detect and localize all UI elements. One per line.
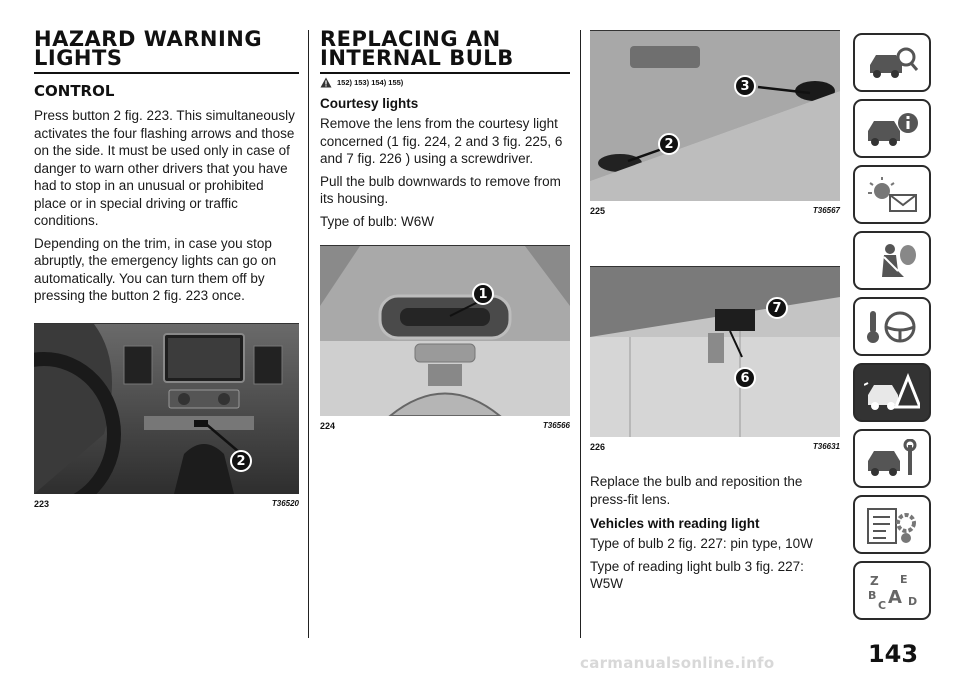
warning-triangle-icon: [320, 77, 332, 88]
key-steering-wheel-icon: [864, 307, 920, 347]
paragraph: Type of bulb 2 fig. 227: pin type, 10W: [590, 536, 813, 551]
column-divider: [580, 30, 581, 638]
rear-ceiling-photo: [590, 31, 840, 201]
column-internal-bulb: [320, 27, 570, 431]
tab-in-an-emergency[interactable]: [853, 363, 931, 422]
callout-1: 1: [472, 283, 494, 305]
reference-numbers: 152) 153) 154) 155): [337, 78, 404, 87]
tab-safety[interactable]: [853, 231, 931, 290]
svg-text:E: E: [900, 572, 908, 586]
page-number: 143: [867, 640, 919, 668]
watermark: carmanualsonline.info: [580, 654, 775, 672]
callout-3: 3: [734, 75, 756, 97]
cargo-light-photo: [590, 267, 840, 437]
subsection-title: CONTROL: [34, 82, 115, 100]
specs-gear-icon: [864, 505, 920, 545]
svg-text:D: D: [908, 594, 918, 608]
figure-code: T36567: [812, 206, 840, 215]
figure-225: [590, 30, 840, 216]
column-divider: [308, 30, 309, 638]
figure-caption: [34, 494, 299, 509]
car-breakdown-warning-icon: [864, 373, 920, 413]
svg-text:Z: Z: [870, 573, 879, 588]
tab-getting-to-know-car[interactable]: [853, 33, 931, 92]
paragraph: Press button 2 fig. 223. This simultaneously activates the four flashing arrows and those on the side. It must be used only in case of danger to warn other drivers that you have had to stop in an unusual or prohibited place or in special driving or traffic conditions.: [34, 108, 295, 228]
svg-text:C: C: [878, 598, 887, 611]
tab-technical-specifications[interactable]: [853, 495, 931, 554]
figure-number: 223: [34, 499, 50, 509]
paragraph: Replace the bulb and reposition the press-fit lens.: [590, 474, 803, 507]
subsection-title: Vehicles with reading light: [590, 516, 760, 531]
figure-224: [320, 245, 570, 431]
section-title: REPLACING AN INTERNAL BULB: [320, 30, 570, 74]
paragraph: Pull the bulb downwards to remove from its housing.: [320, 173, 561, 206]
figure-code: T36566: [542, 421, 570, 430]
figure-caption: [590, 437, 840, 452]
dashboard-photo: [34, 324, 299, 494]
callout-2: 2: [230, 450, 252, 472]
warning-references: [320, 77, 570, 88]
paragraph: Type of bulb: W6W: [320, 213, 435, 229]
alphabet-index-icon: [864, 571, 920, 611]
car-service-wrench-icon: [864, 439, 920, 479]
svg-text:A: A: [888, 586, 902, 608]
figure-caption: [320, 416, 570, 431]
column-figures: [590, 30, 840, 591]
car-info-icon: [864, 109, 920, 149]
figure-number: 224: [320, 421, 336, 431]
figure-226: [590, 266, 840, 452]
tab-servicing-maintenance[interactable]: [853, 429, 931, 488]
courtesy-light-photo: [320, 246, 570, 416]
paragraph: Depending on the trim, in case you stop abruptly, the emergency lights can go on automatically. You can turn them off by pressing the button 2 fig. 223 once.: [34, 235, 277, 303]
chapter-tabs: [853, 33, 931, 627]
callout-6: 6: [734, 367, 756, 389]
section-title: HAZARD WARNING LIGHTS: [34, 30, 299, 74]
svg-text:B: B: [868, 588, 877, 602]
column-hazard-warning: [34, 27, 299, 509]
figure-223: [34, 323, 299, 509]
figure-caption: [590, 201, 840, 216]
figure-code: T36631: [812, 442, 840, 451]
tab-index[interactable]: [853, 561, 931, 620]
tab-starting-driving[interactable]: [853, 297, 931, 356]
figure-number: 225: [590, 206, 606, 216]
car-search-icon: [864, 43, 920, 83]
figure-code: T36520: [271, 499, 299, 508]
figure-number: 226: [590, 442, 606, 452]
callout-2: 2: [658, 133, 680, 155]
callout-7: 7: [766, 297, 788, 319]
airbag-seat-icon: [864, 241, 920, 281]
subsection-title: Courtesy lights: [320, 96, 419, 111]
tab-lights-warnings[interactable]: [853, 165, 931, 224]
column-text: [590, 473, 840, 598]
paragraph: Type of reading light bulb 3 fig. 227: W5W: [590, 558, 804, 591]
paragraph: Remove the lens from the courtesy light concerned (1 fig. 224, 2 and 3 fig. 225, 6 and 7 fig. 226 ) using a screwdriver.: [320, 116, 563, 166]
tab-knowing-instrument-panel[interactable]: [853, 99, 931, 158]
warning-lights-mail-icon: [864, 175, 920, 215]
